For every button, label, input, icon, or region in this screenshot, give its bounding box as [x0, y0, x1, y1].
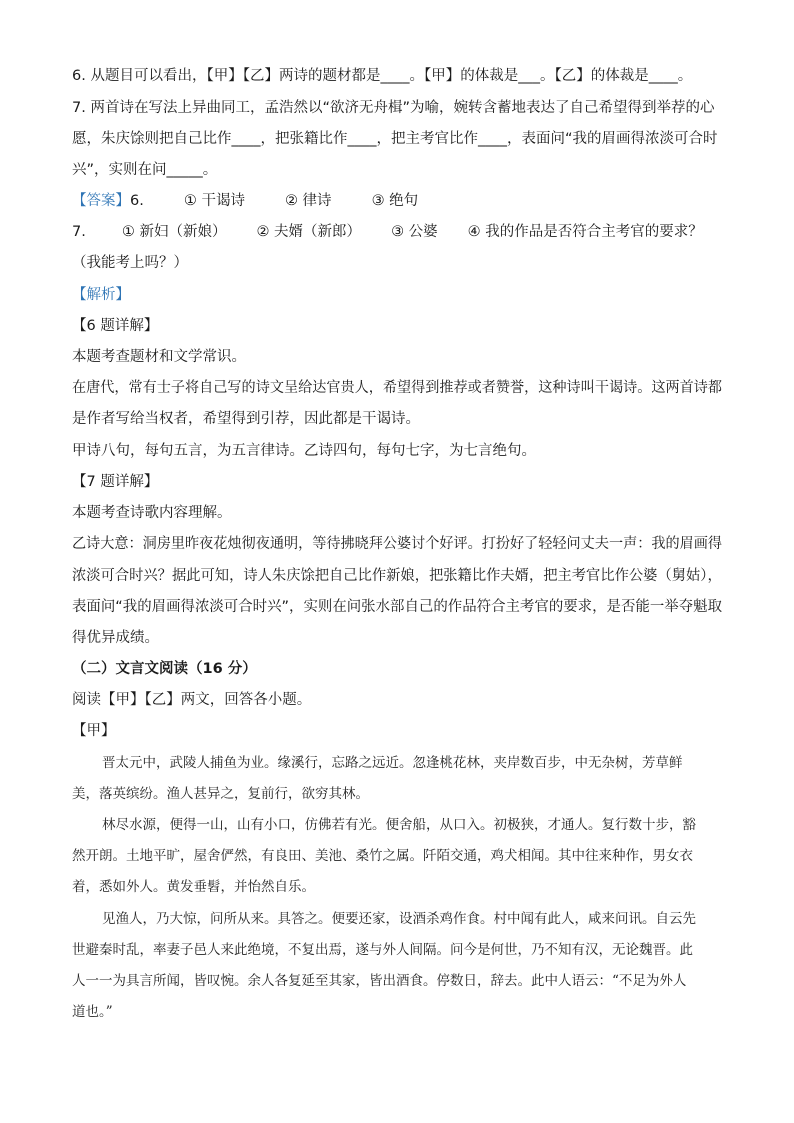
detail-6-title: 【6 题详解】	[72, 318, 159, 334]
question-7-line-1: 7. 两首诗在写法上异曲同工，孟浩然以“欲济无舟楫”为喻，婉转含蓄地表达了自己希望得到举荐的心	[72, 100, 715, 116]
answer-7-num: 7.	[72, 224, 86, 240]
detail-7-line-1: 本题考查诗歌内容理解。	[72, 505, 232, 521]
passage-p3-line-4: 道也。”	[72, 1004, 113, 1020]
answer-6-a3: ③ 绝句	[371, 193, 419, 209]
question-7-line-2: 愿，朱庆馀则把自己比作____，把张籍比作____，把主考官比作____，表面问“我的眉画得浓淡可合时	[72, 131, 718, 147]
answer-7-a4: ④ 我的作品是否符合主考官的要求？	[467, 224, 703, 240]
passage-p3-line-1: 见渔人，乃大惊，问所从来。具答之。便要还家，设酒杀鸡作食。村中闻有此人，咸来问讯。自云先	[102, 911, 696, 927]
passage-p2-line-1: 林尽水源，便得一山，山有小口，仿佛若有光。便舍船，从口入。初极狭，才通人。复行数十步，豁	[102, 817, 696, 833]
detail-7-line-5: 得优异成绩。	[72, 630, 159, 646]
answer-tag: 【答案】	[72, 193, 130, 209]
detail-6-line-4: 甲诗八句，每句五言，为五言律诗。乙诗四句，每句七字，为七言绝句。	[72, 443, 536, 459]
detail-7-title: 【7 题详解】	[72, 474, 159, 490]
answer-7-a4-continued: （我能考上吗？）	[72, 255, 188, 271]
answer-6-num: 6.	[130, 193, 144, 209]
answer-7-a3: ③ 公婆	[391, 224, 438, 240]
answer-6-a1: ① 干谒诗	[183, 193, 245, 209]
answer-7-row	[72, 222, 703, 242]
text-jia-label: 【甲】	[72, 723, 116, 739]
passage-p1-line-1: 晋太元中，武陵人捕鱼为业。缘溪行，忘路之远近。忽逢桃花林，夹岸数百步，中无杂树，芳草鲜	[102, 755, 683, 771]
passage-p3-line-2: 世避秦时乱，率妻子邑人来此绝境，不复出焉，遂与外人间隔。问今是何世，乃不知有汉，无论魏晋。此	[72, 942, 693, 958]
question-6: 6. 从题目可以看出，【甲】【乙】两诗的题材都是____。【甲】的体裁是___。【乙】的体裁是____。	[72, 68, 693, 84]
detail-7-line-2: 乙诗大意：洞房里昨夜花烛彻夜通明，等待拂晓拜公婆讨个好评。打扮好了轻轻问丈夫一声：我的眉画得	[72, 536, 722, 552]
answer-6-row	[72, 191, 418, 211]
answer-7-a1: ① 新妇（新娘）	[121, 224, 227, 240]
passage-p2-line-2: 然开朗。土地平旷，屋舍俨然，有良田、美池、桑竹之属。阡陌交通，鸡犬相闻。其中往来种作，男女衣	[72, 848, 693, 864]
detail-7-line-3: 浓淡可合时兴？据此可知，诗人朱庆馀把自己比作新娘，把张籍比作夫婿，把主考官比作公婆（舅姑），	[72, 568, 722, 584]
passage-p1-line-2: 美，落英缤纷。渔人甚异之，复前行，欲穷其林。	[72, 786, 369, 802]
section-2-instruction: 阅读【甲】【乙】两文，回答各小题。	[72, 692, 312, 708]
answer-7-a2: ② 夫婿（新郎）	[256, 224, 362, 240]
detail-6-line-2: 在唐代，常有士子将自己写的诗文呈给达官贵人，希望得到推荐或者赞誉，这种诗叫干谒诗。这两首诗都	[72, 380, 722, 396]
passage-p2-line-3: 着，悉如外人。黄发垂髫，并怡然自乐。	[72, 879, 315, 895]
section-2-heading: （二）文言文阅读（16 分）	[72, 661, 257, 677]
detail-6-line-1: 本题考查题材和文学常识。	[72, 349, 246, 365]
answer-6-a2: ② 律诗	[284, 193, 332, 209]
analysis-tag: 【解析】	[72, 287, 130, 303]
detail-6-line-3: 是作者写给当权者，希望得到引荐，因此都是干谒诗。	[72, 411, 420, 427]
detail-7-line-4: 表面问“我的眉画得浓淡可合时兴”，实则在问张水部自己的作品符合主考官的要求，是否能一举夺魁取	[72, 599, 723, 615]
passage-p3-line-3: 人一一为具言所闻，皆叹惋。余人各复延至其家，皆出酒食。停数日，辞去。此中人语云：“不足为外人	[72, 973, 687, 989]
question-7-line-3: 兴”，实则在问_____。	[72, 162, 218, 178]
